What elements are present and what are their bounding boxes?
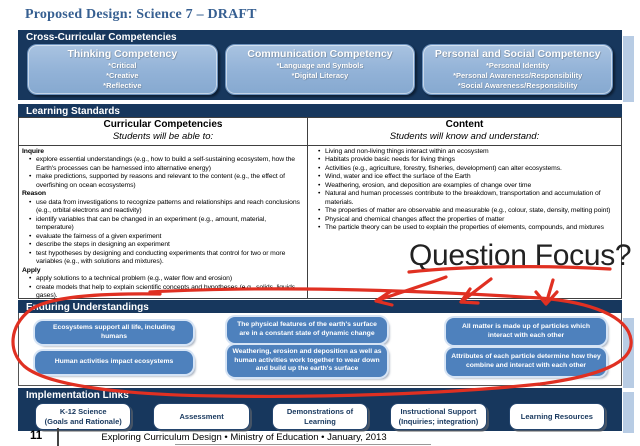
- bullet-item: • Habitats provide basic needs for living things: [311, 156, 618, 164]
- bullet-item: • identify variables that can be changed in an experiment (e.g., amount, material, temperature): [22, 216, 304, 233]
- bullet-item: • Wind, water and ice effect the surface of the Earth: [311, 173, 618, 181]
- bullet-item: • The particle theory can be used to explain the properties of elements, compounds, and mixtures: [311, 224, 618, 232]
- footer-text: Exploring Curriculum Design • Ministry of Education • January, 2013: [101, 432, 387, 443]
- bullet-item: • explore essential understandings (e.g., how to build a self-sustaining ecosystem, how the Earth's processes can be harnessed into alternative energy): [22, 156, 304, 173]
- implementation-links-section: [18, 388, 622, 431]
- cross-curricular-section: [18, 30, 622, 100]
- page-title: Proposed Design: Science 7 – DRAFT: [25, 7, 257, 22]
- implementation-links-row: [18, 402, 622, 430]
- learning-standards-header: Learning Standards: [26, 106, 120, 117]
- column-subtitle: Students will know and understand:: [389, 131, 540, 142]
- enduring-understandings-bar: [18, 300, 622, 313]
- content-body: [308, 146, 621, 233]
- enduring-understanding-box: Ecosystems support all life, including humans: [35, 321, 193, 344]
- page-edge-strip: [623, 318, 634, 388]
- competency-title: Personal and Social Competency: [434, 48, 601, 60]
- implementation-link-demonstrations[interactable]: Demonstrations of Learning: [272, 403, 368, 430]
- implementation-link-assessment[interactable]: Assessment: [153, 403, 249, 430]
- competency-item: *Personal Identity: [486, 61, 550, 70]
- competency-box-personal-social: [422, 44, 613, 95]
- bullet-item: • apply solutions to a technical problem (e.g., water flow and erosion): [22, 275, 304, 283]
- column-header: [308, 118, 621, 146]
- page-number: 11: [30, 430, 43, 442]
- competency-item: *Personal Awareness/Responsibility: [453, 71, 583, 80]
- column-title: Content: [445, 119, 484, 130]
- competency-item: *Creative: [106, 71, 139, 80]
- column-title: Curricular Competencies: [103, 119, 223, 130]
- enduring-understanding-box: Attributes of each particle determine how they combine and interact with each other: [446, 348, 606, 376]
- bullet-item: • Natural and human processes contribute to the breakdown, transportation and accumulation of materials.: [311, 190, 618, 207]
- competency-box-row: [18, 44, 622, 95]
- competency-item: *Critical: [108, 61, 137, 70]
- bullet-item: • Physical and chemical changes affect the properties of matter: [311, 216, 618, 224]
- footer-divider: [57, 428, 59, 446]
- enduring-understanding-box: Human activities impact ecosystems: [35, 351, 193, 374]
- enduring-understanding-box: The physical features of the earth's surface are in a constant state of dynamic change: [227, 317, 387, 343]
- bullet-item: • test hypotheses by designing and conducting experiments that control for two or more variables (e.g., with solutions and mixtures).: [22, 250, 304, 267]
- competency-box-communication: [225, 44, 416, 95]
- bullet-item: • evaluate the fairness of a given experiment: [22, 233, 304, 241]
- competency-group-label: Reason: [22, 190, 46, 198]
- column-header: [19, 118, 307, 146]
- enduring-understandings-header: Enduring Understandings: [26, 302, 149, 313]
- column-subtitle: Students will be able to:: [112, 131, 214, 142]
- bullet-item: • make predictions, supported by reasons and relevant to the content (e.g., the effect of overfishing on ocean ecosystems): [22, 173, 304, 190]
- implementation-link-learning-resources[interactable]: Learning Resources: [509, 403, 605, 430]
- cross-curricular-header: Cross-Curricular Competencies: [26, 32, 177, 43]
- bullet-item: • The properties of matter are observable and measurable (e.g., colour, state, density, melting point): [311, 207, 618, 215]
- competency-group-label: Inquire: [22, 148, 44, 155]
- bullet-item: • create models that help to explain scientific concepts and hypotheses (e.g., solids, liquids, gases).: [22, 284, 304, 301]
- implementation-links-header: Implementation Links: [26, 390, 129, 401]
- curricular-competencies-body: [19, 146, 307, 301]
- implementation-link-instructional-support[interactable]: Instructional Support (Inquiries; integration): [390, 403, 486, 430]
- page-edge-strip: [623, 36, 634, 102]
- competency-item: *Language and Symbols: [276, 61, 364, 70]
- competency-item: *Digital Literacy: [291, 71, 349, 80]
- competency-group-label: Apply: [22, 266, 41, 274]
- bullet-item: • Weathering, erosion, and deposition are examples of change over time: [311, 182, 618, 190]
- competency-item: *Reflective: [103, 81, 142, 90]
- implementation-link-k12-science[interactable]: K-12 Science (Goals and Rationale): [35, 403, 131, 430]
- enduring-understanding-box: Weathering, erosion and deposition as well as human activities work together to wear down and build up the earth's surface: [227, 345, 387, 377]
- competency-box-thinking: [27, 44, 218, 95]
- enduring-understanding-box: All matter is made up of particles which interact with each other: [446, 318, 606, 345]
- bullet-item: • Living and non-living things interact within an ecosystem: [311, 148, 618, 156]
- competency-title: Thinking Competency: [67, 48, 178, 60]
- bullet-item: • use data from investigations to recognize patterns and relationships and reach conclusions (e.g., orbital electrons and reactivity): [22, 199, 304, 216]
- bullet-item: • Activities (e.g., agriculture, forestry, fisheries, development) can alter ecosystems.: [311, 165, 618, 173]
- question-focus-annotation: Question Focus?: [409, 239, 632, 272]
- curricular-competencies-column: [19, 118, 308, 298]
- footer-underline: [175, 444, 431, 445]
- bullet-item: • describe the steps in designing an experiment: [22, 241, 304, 249]
- learning-standards-bar: [18, 104, 622, 117]
- competency-item: *Social Awareness/Responsibility: [457, 81, 578, 90]
- page-edge-strip: [623, 392, 634, 433]
- competency-title: Communication Competency: [247, 48, 393, 60]
